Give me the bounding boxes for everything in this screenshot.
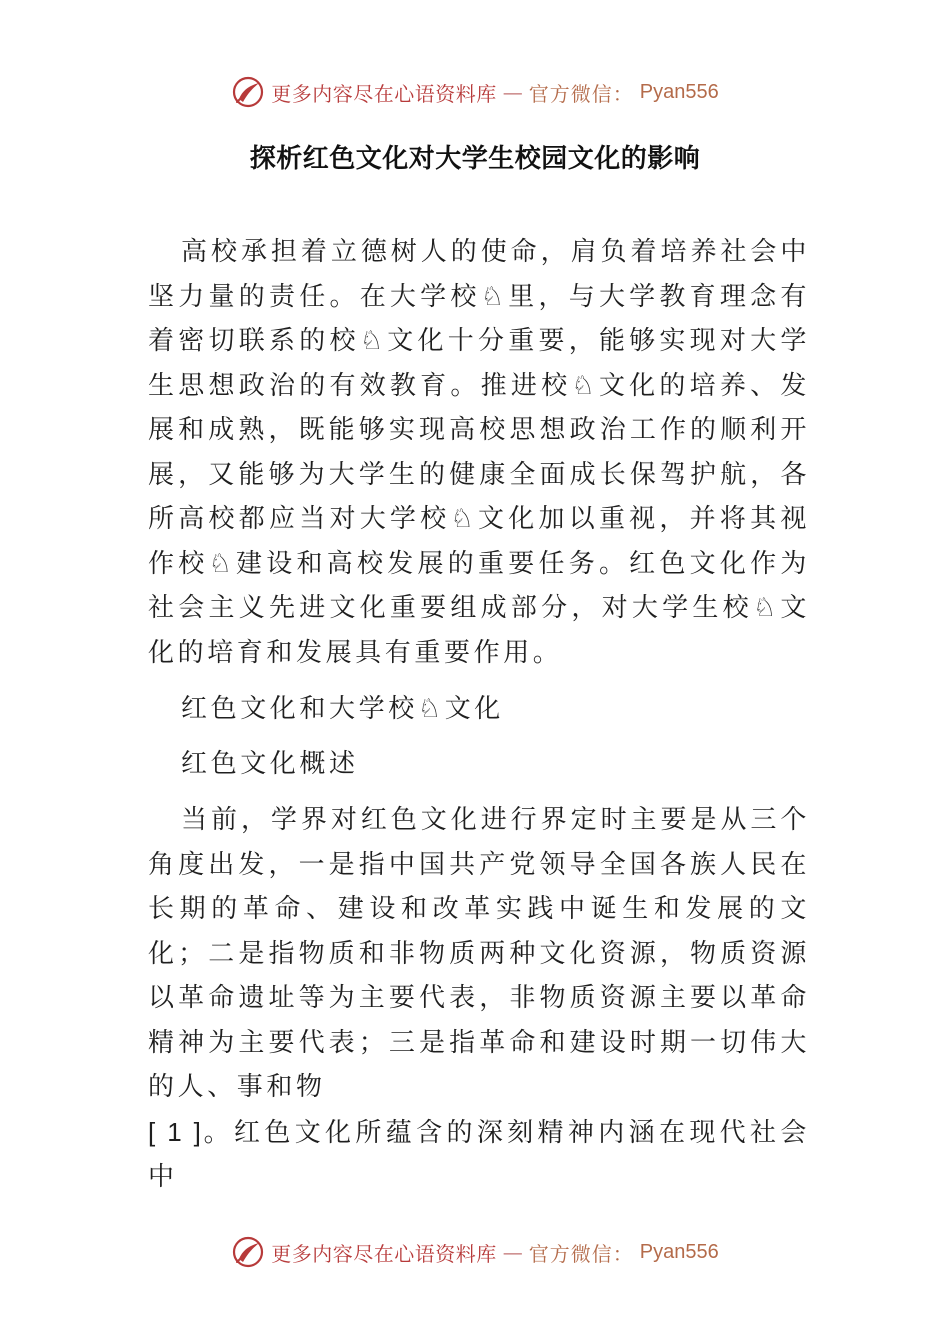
paragraph-text: 当前，学界对红色文化进行界定时主要是从三个角度出发，一是指中国共产党领导全国各族人民在长期的革命、建设和改革实践中诞生和发展的文化；二是指物质和非物质两种文化资源，物质资源以革命遗址等为主要代表，非物质资源主要以革命精神为主要代表；三是指革命和建设时期一切伟大的人、事和物	[148, 805, 810, 1102]
brand-logo-icon	[231, 1235, 265, 1269]
footer-slogan: 更多内容尽在心语资料库	[271, 1241, 497, 1266]
document-body	[148, 230, 810, 1200]
banner-slogan: 更多内容尽在心语资料库	[271, 81, 497, 106]
brand-logo-icon	[231, 75, 265, 109]
paragraph-red-culture-overview	[148, 798, 810, 1200]
footer-banner	[0, 1230, 950, 1274]
banner-wechat-label: 官方微信：	[528, 81, 634, 106]
paragraph-intro: 高校承担着立德树人的使命，肩负着培养社会中坚力量的责任。在大学校♘里，与大学教育理念有着密切联系的校♘文化十分重要，能够实现对大学生思想政治的有效教育。推进校♘文化的培养、发展和成熟，既能够实现高校思想政治工作的顺利开展，又能够为大学生的健康全面成长保驾护航，各所高校都应当对大学校♘文化加以重视，并将其视作校♘建设和高校发展的重要任务。红色文化作为社会主义先进文化重要组成部分，对大学生校♘文化的培育和发展具有重要作用。	[148, 237, 810, 668]
paragraph-text-tail: 。红色文化所蕴含的深刻精神内涵在现代社会中	[148, 1117, 810, 1192]
footer-wechat-id: Pyan556	[639, 1240, 719, 1263]
subsection-heading: 红色文化概述	[181, 748, 359, 779]
header-banner	[0, 70, 950, 114]
section-heading: 红色文化和大学校♘文化	[181, 694, 504, 724]
footer-wechat-label: 官方微信：	[528, 1241, 634, 1266]
footer-banner-content	[231, 1235, 718, 1269]
banner-separator: —	[502, 80, 523, 104]
footer-separator: —	[502, 1240, 523, 1264]
header-banner-content	[231, 75, 718, 109]
document-title: 探析红色文化对大学生校园文化的影响	[249, 144, 701, 174]
citation-ref: [ 1 ]	[148, 1116, 203, 1147]
banner-wechat-id: Pyan556	[639, 80, 719, 103]
